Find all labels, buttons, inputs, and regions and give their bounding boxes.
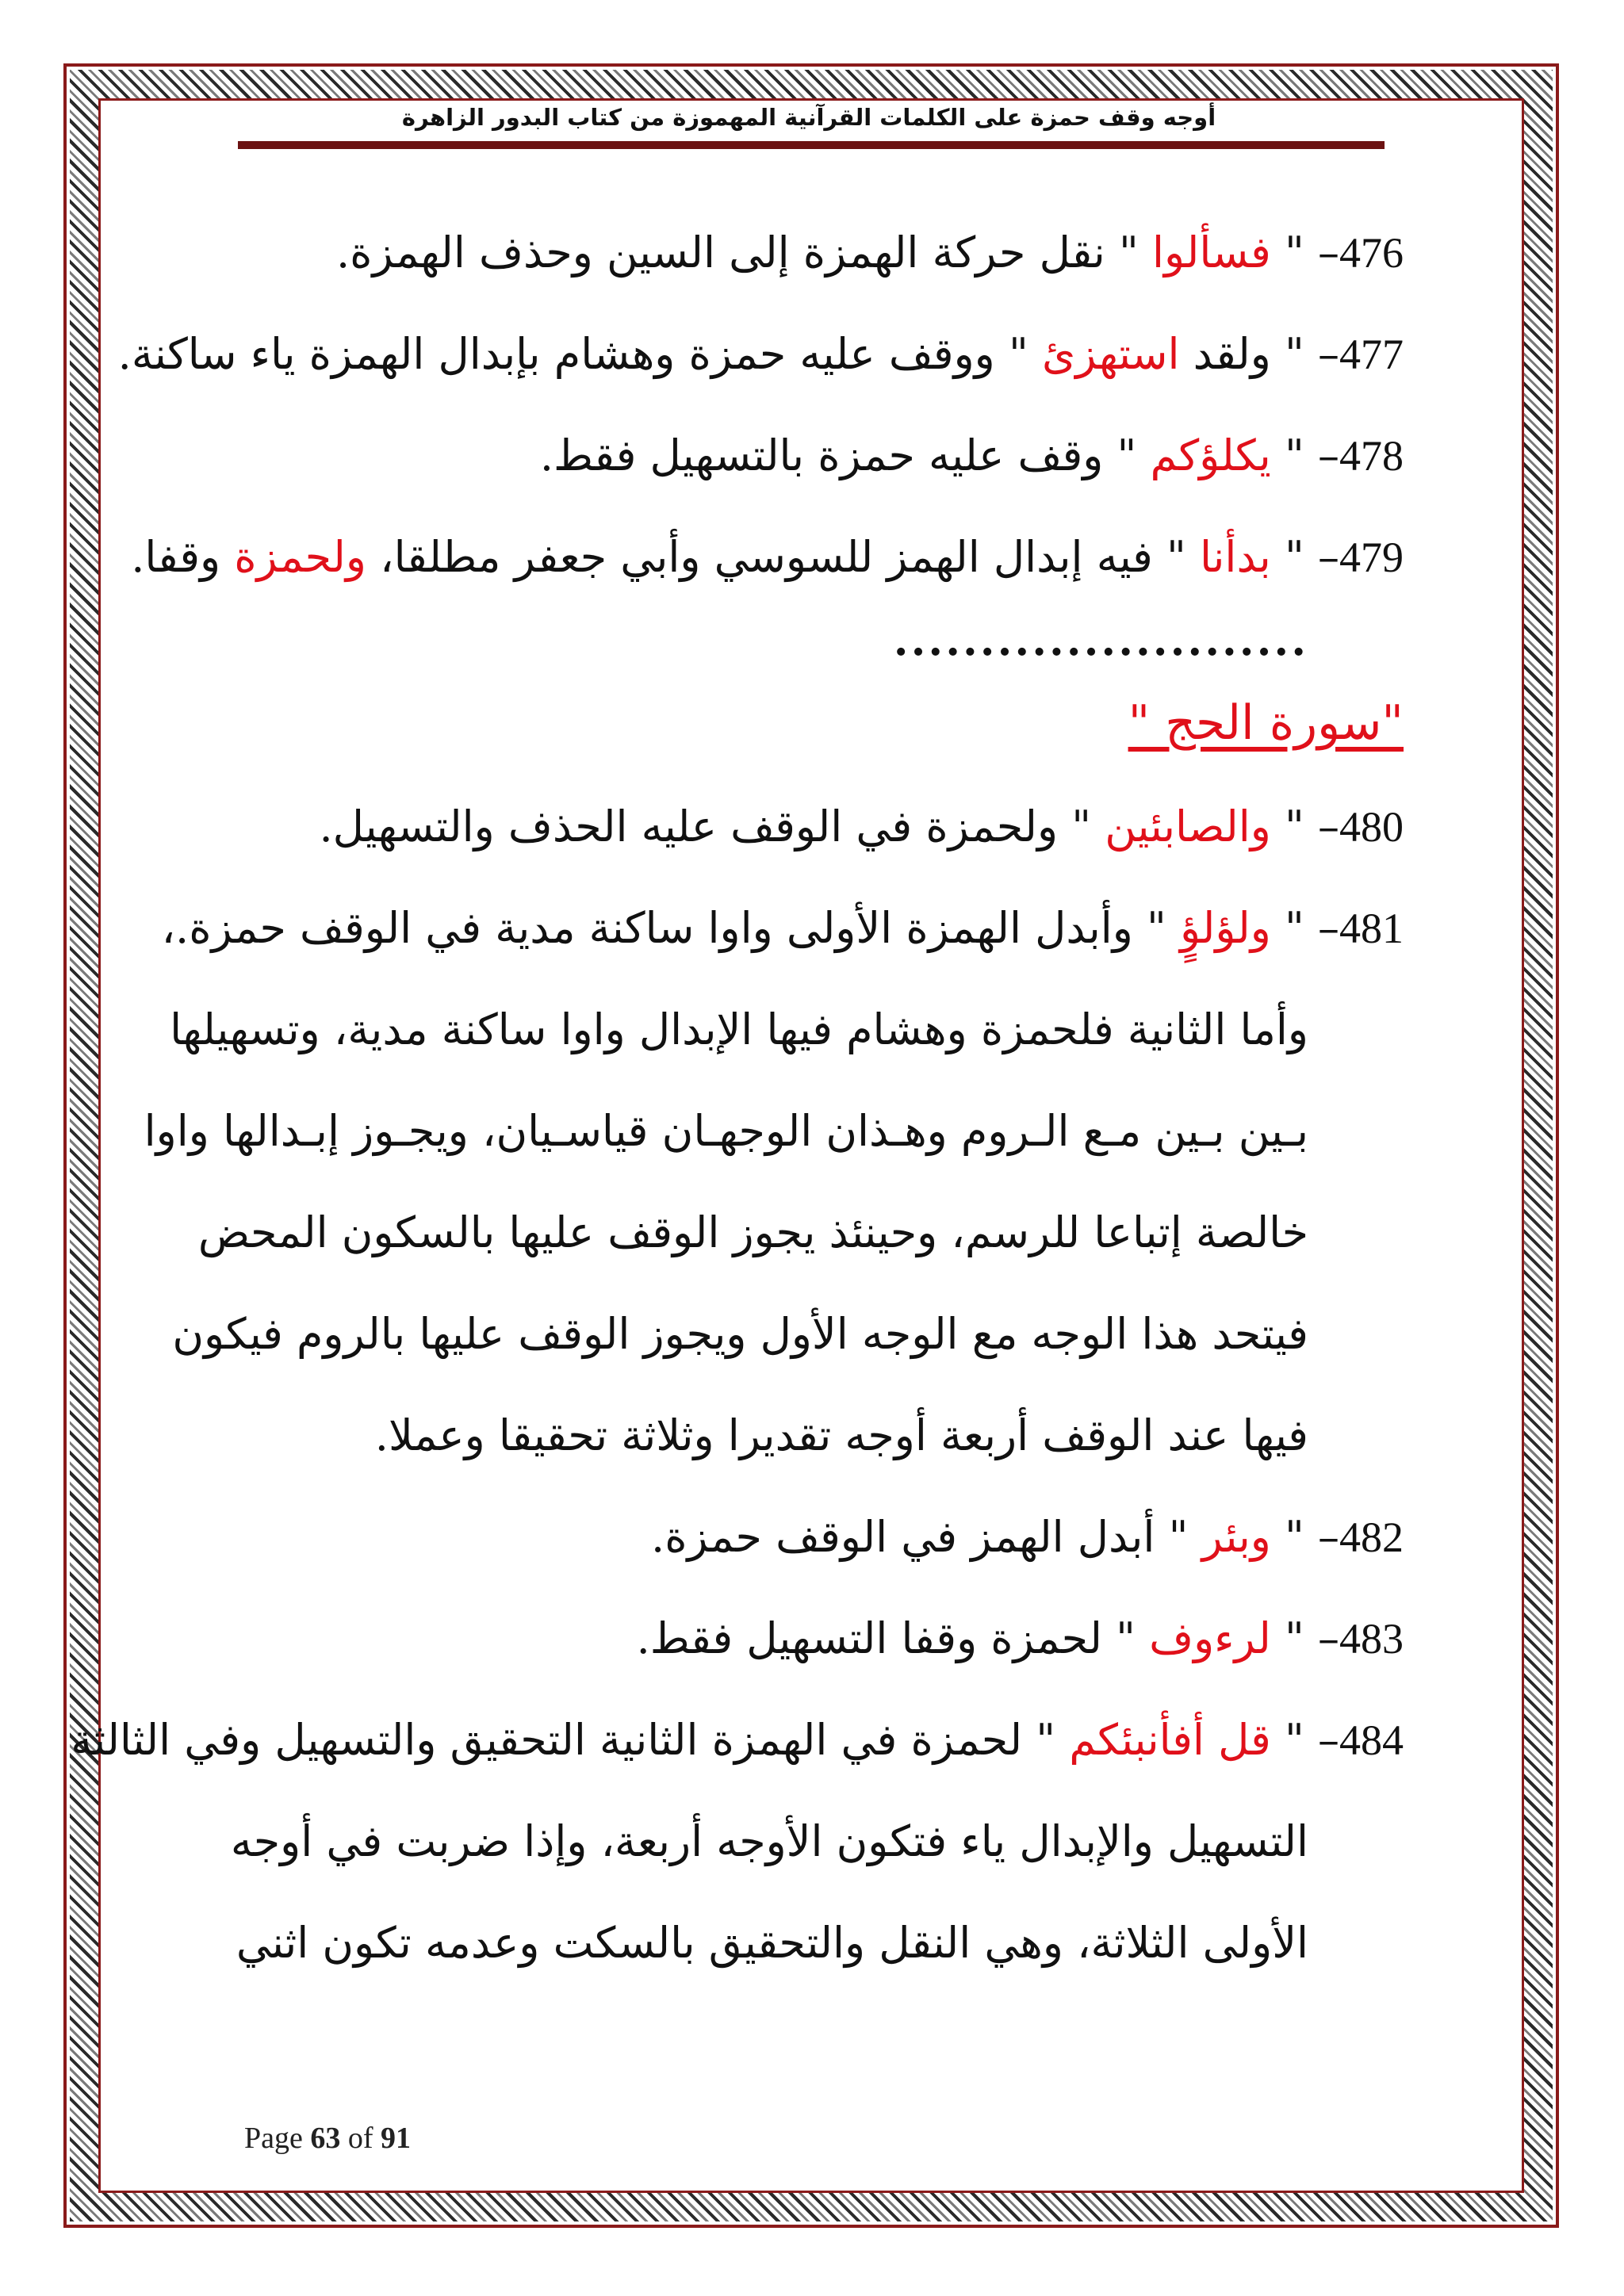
entry-text: ووقف عليه حمزة وهشام بإبدال الهمزة ياء ساكنة. bbox=[117, 329, 1009, 379]
entry-text: نقل حركة الهمزة إلى السين وحذف الهمزة. bbox=[336, 228, 1119, 277]
current-page: 63 bbox=[310, 2122, 341, 2155]
entry-number: 476 bbox=[1339, 229, 1404, 277]
page-footer: Page 63 of 91 bbox=[244, 2122, 412, 2155]
entry-number: 477 bbox=[1339, 331, 1404, 378]
entry-text: وقف عليه حمزة بالتسهيل فقط. bbox=[539, 430, 1117, 480]
quranic-word: بدأنا bbox=[1199, 532, 1271, 582]
entry-text: لحمزة في الهمزة الثانية التحقيق والتسهيل وفي الثالثة bbox=[71, 1715, 1036, 1765]
header-rule bbox=[238, 141, 1385, 149]
entry-number: 484 bbox=[1339, 1716, 1404, 1764]
paragraph-line: فيتحد هذا الوجه مع الوجه الأول ويجوز الوقف عليها بالروم فيكون bbox=[172, 1309, 1308, 1359]
paragraph-line: التسهيل والإبدال ياء فتكون الأوجه أربعة، وإذا ضربت في أوجه bbox=[230, 1816, 1308, 1866]
quranic-word: قل أفأنبئكم bbox=[1069, 1715, 1271, 1765]
entry-number: 479 bbox=[1339, 534, 1404, 581]
entry-484: 484– " قل أفأنبئكم " لحمزة في الهمزة الثانية التحقيق والتسهيل وفي الثالثة bbox=[71, 1715, 1404, 1765]
section-separator: ........................ bbox=[893, 614, 1308, 665]
entry-479: 479– " بدأنا " فيه إبدال الهمز للسوسي وأبي جعفر مطلقا، ولحمزة وقفا. bbox=[131, 532, 1404, 582]
entry-480: 480– " والصابئين " ولحمزة في الوقف عليه الحذف والتسهيل. bbox=[319, 802, 1404, 851]
entry-text: أبدل الهمز في الوقف حمزة. bbox=[651, 1512, 1169, 1562]
quranic-word: ولؤلؤٍ bbox=[1180, 903, 1271, 953]
quranic-word: وبئر bbox=[1201, 1512, 1271, 1562]
quranic-word: يكلؤكم bbox=[1150, 430, 1271, 480]
quranic-word: لرءوف bbox=[1149, 1613, 1271, 1663]
quranic-word: استهزئ bbox=[1041, 329, 1180, 379]
entry-text: ولحمزة في الوقف عليه الحذف والتسهيل. bbox=[319, 802, 1072, 851]
paragraph-line: خالصة إتباعا للرسم، وحينئذ يجوز الوقف عليها بالسكون المحض bbox=[197, 1207, 1308, 1257]
total-pages: 91 bbox=[381, 2122, 412, 2155]
entry-text: وأبدل الهمزة الأولى واوا ساكنة مدية في الوقف حمزة.، bbox=[161, 903, 1147, 953]
entry-text: لحمزة وقفا التسهيل فقط. bbox=[636, 1613, 1116, 1663]
entry-476: 476– " فسألوا " نقل حركة الهمزة إلى السين وحذف الهمزة. bbox=[336, 228, 1404, 277]
paragraph-line: وأما الثانية فلحمزة وهشام فيها الإبدال واوا ساكنة مدية، وتسهيلها bbox=[170, 1004, 1308, 1054]
entry-text: فيه إبدال الهمز للسوسي وأبي جعفر مطلقا، bbox=[366, 532, 1166, 582]
entry-478: 478– " يكلؤكم " وقف عليه حمزة بالتسهيل فقط. bbox=[539, 430, 1404, 480]
entry-482: 482– " وبئر " أبدل الهمز في الوقف حمزة. bbox=[651, 1512, 1404, 1562]
paragraph-line: بـين بـين مـع الـروم وهـذان الوجهـان قياسـيان، ويجـوز إبـدالها واوا bbox=[144, 1106, 1308, 1156]
running-header: أوجه وقف حمزة على الكلمات القرآنية المهموزة من كتاب البدور الزاهرة bbox=[401, 104, 1216, 131]
entry-number: 480 bbox=[1339, 803, 1404, 851]
entry-number: 482 bbox=[1339, 1513, 1404, 1561]
entry-number: 481 bbox=[1339, 905, 1404, 952]
paragraph-line: فيها عند الوقف أربعة أوجه تقديرا وثلاثة تحقيقا وعملا. bbox=[374, 1410, 1308, 1460]
quranic-word: والصابئين bbox=[1105, 802, 1271, 851]
page-body bbox=[71, 202, 1404, 1994]
highlight-word: ولحمزة bbox=[234, 532, 366, 582]
entry-number: 478 bbox=[1339, 432, 1404, 480]
entry-483: 483– " لرءوف " لحمزة وقفا التسهيل فقط. bbox=[636, 1613, 1404, 1663]
entry-477: 477– " ولقد استهزئ " ووقف عليه حمزة وهشام بإبدال الهمزة ياء ساكنة. bbox=[117, 329, 1404, 379]
paragraph-line: الأولى الثلاثة، وهي النقل والتحقيق بالسكت وعدمه تكون اثني bbox=[236, 1918, 1308, 1968]
quranic-word: فسألوا bbox=[1152, 228, 1271, 277]
entry-number: 483 bbox=[1339, 1615, 1404, 1663]
entry-481: 481– " ولؤلؤٍ " وأبدل الهمزة الأولى واوا ساكنة مدية في الوقف حمزة.، bbox=[161, 903, 1404, 953]
surah-heading: "سورة الحج " bbox=[1128, 695, 1404, 751]
